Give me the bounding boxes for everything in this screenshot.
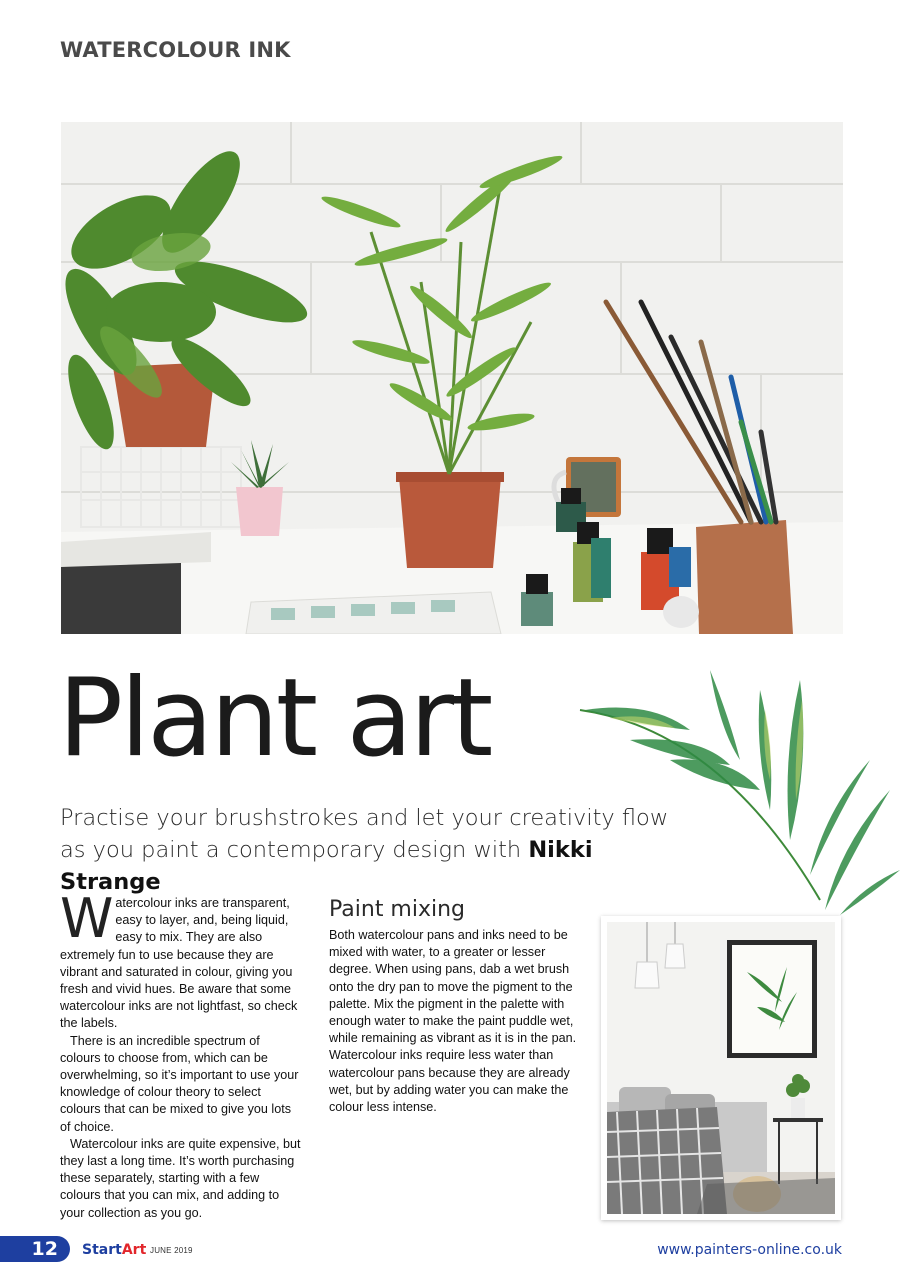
body-column-2 [329, 895, 579, 1116]
paragraph: Both watercolour pans and inks need to be mixed with water, to a greater or lesser degree. When using pans, dab a wet brush onto the dry pan to move the pigment to the palette. Mix the pigment in the palette with enough water to make the paint puddle wet, while remaining as vibrant as it is in the pan. Watercolour inks require less water than watercolour pans because they are already wet, but by adding water you can make the colour less intense. [329, 928, 577, 1115]
paragraph: Watercolour inks are quite expensive, but they last a long time. It’s worth purchasing these separately, starting with a few colours that you can mix, and adding to your collection as you go. [60, 1136, 301, 1220]
body-column-1 [60, 887, 303, 1222]
magazine-logo: StartArt [82, 1242, 147, 1258]
subheading: Paint mixing [329, 897, 466, 922]
standfirst: Practise your brushstrokes and let your creativity flow as you paint a contemporary design with Nikki Strange [60, 805, 669, 895]
section-label: WATERCOLOUR INK [60, 38, 291, 62]
page-number: 12 [0, 1236, 70, 1262]
paragraph: atercolour inks are transparent, easy to layer, and, being liquid, easy to mix. They are also extremely fun to use because they are vibrant and saturated in colour, giving you fresh and vivid hues. Be aware that some watercolour inks are not lightfast, so check the labels. [60, 896, 298, 1031]
issue-date: JUNE 2019 [150, 1246, 193, 1255]
room-photo [601, 916, 841, 1220]
website-link[interactable]: www.painters-online.co.uk [657, 1242, 842, 1258]
author-name: Nikki Strange [60, 837, 593, 895]
hero-photo [61, 122, 843, 634]
paragraph: There is an incredible spectrum of colours to choose from, which can be overwhelming, so it’s important to use your knowledge of colour theory to select colours that can be mixed to give you lots of choice. [60, 1033, 299, 1134]
article-title: Plant art [58, 656, 491, 781]
drop-cap: W [60, 887, 114, 950]
